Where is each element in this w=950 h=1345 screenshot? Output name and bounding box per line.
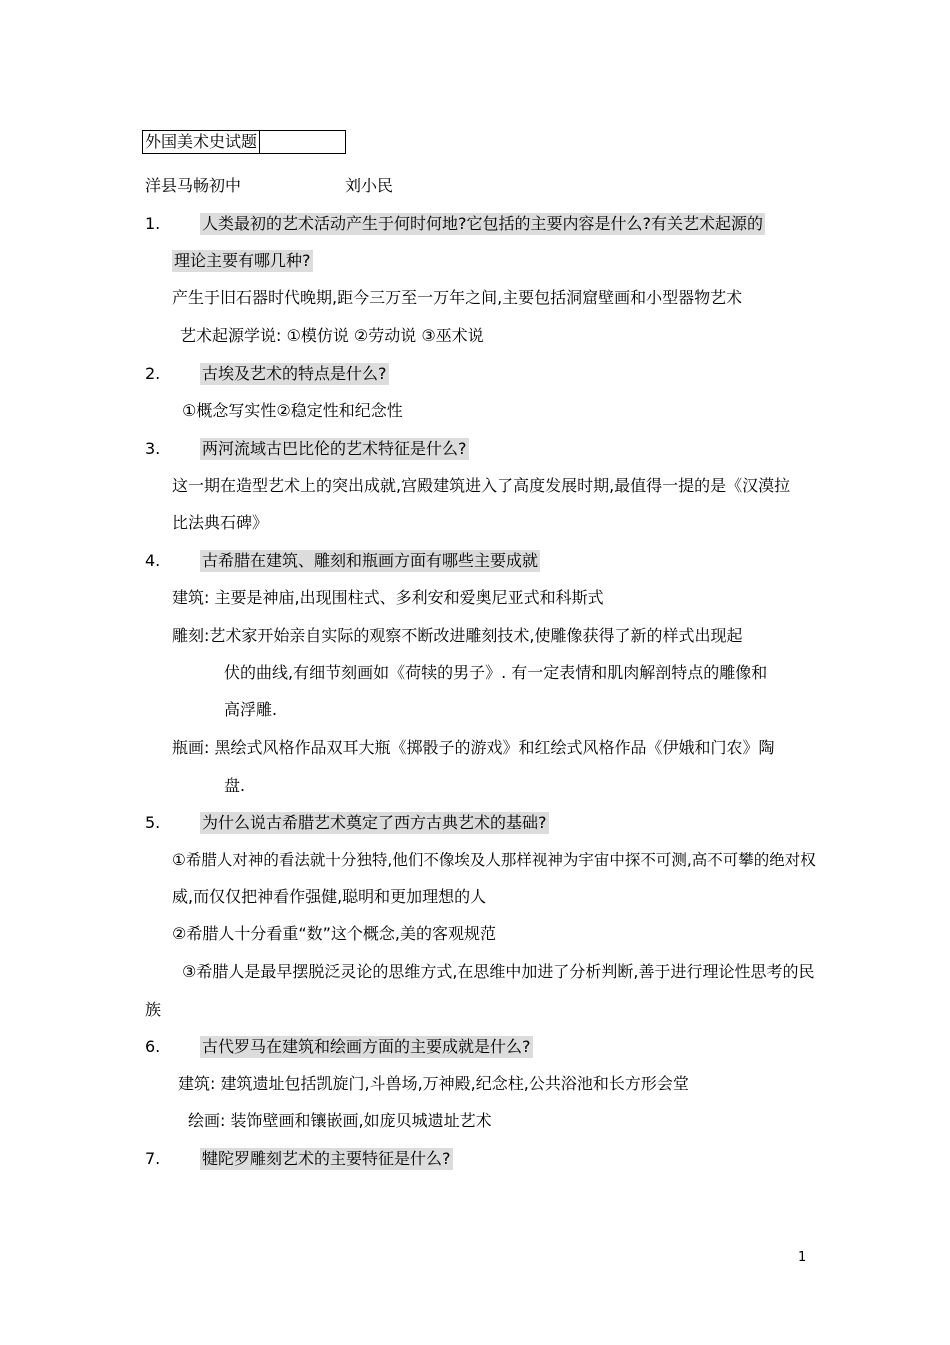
question-text: 理论主要有哪几种? bbox=[174, 251, 311, 270]
answer-text: 艺术起源学说: ①模仿说 ②劳动说 ③巫术说 bbox=[180, 326, 484, 345]
answer-text: 盘. bbox=[224, 776, 246, 795]
question-text: 古代罗马在建筑和绘画方面的主要成就是什么? bbox=[202, 1037, 531, 1056]
document-title: 外国美术史试题 bbox=[145, 132, 258, 151]
question-number: 7. bbox=[145, 1149, 161, 1168]
answer-text: 雕刻:艺术家开始亲自实际的观察不断改进雕刻技术,使雕像获得了新的样式出现起 bbox=[172, 626, 743, 645]
question-text: 犍陀罗雕刻艺术的主要特征是什么? bbox=[202, 1149, 451, 1168]
question-text: 古希腊在建筑、雕刻和瓶画方面有哪些主要成就 bbox=[202, 551, 539, 570]
question-number: 1. bbox=[145, 214, 161, 233]
question-number: 2. bbox=[145, 364, 161, 383]
page-number: 1 bbox=[798, 1250, 807, 1265]
question-number: 3. bbox=[145, 439, 161, 458]
answer-text: 绘画: 装饰壁画和镶嵌画,如庞贝城遗址艺术 bbox=[188, 1111, 492, 1130]
answer-text: 建筑: 主要是神庙,出现围柱式、多利安和爱奥尼亚式和科斯式 bbox=[172, 588, 604, 607]
answer-text: ①希腊人对神的看法就十分独特,他们不像埃及人那样视神为宇宙中探不可测,高不可攀的绝对权 bbox=[172, 851, 816, 869]
question-number: 6. bbox=[145, 1037, 161, 1056]
answer-text: 建筑: 建筑遗址包括凯旋门,斗兽场,万神殿,纪念柱,公共浴池和长方形会堂 bbox=[178, 1074, 689, 1093]
answer-text: 伏的曲线,有细节刻画如《荷犊的男子》. 有一定表情和肌肉解剖特点的雕像和 bbox=[224, 663, 768, 682]
answer-text: 高浮雕. bbox=[224, 700, 278, 719]
question-text: 人类最初的艺术活动产生于何时何地?它包括的主要内容是什么?有关艺术起源的 bbox=[202, 214, 763, 233]
answer-text: ①概念写实性②稳定性和纪念性 bbox=[182, 401, 403, 420]
answer-text: 这一期在造型艺术上的突出成就,宫殿建筑进入了高度发展时期,最值得一提的是《汉漠拉 bbox=[172, 476, 791, 495]
school-name: 洋县马畅初中 bbox=[145, 176, 242, 195]
answer-text: ③希腊人是最早摆脱泛灵论的思维方式,在思维中加进了分析判断,善于进行理论性思考的民 bbox=[182, 962, 815, 981]
answer-text: 产生于旧石器时代晚期,距今三万至一万年之间,主要包括洞窟壁画和小型器物艺术 bbox=[172, 288, 743, 307]
answer-text: 威,而仅仅把神看作强健,聪明和更加理想的人 bbox=[172, 887, 487, 906]
title-box-divider bbox=[259, 130, 260, 154]
question-number: 4. bbox=[145, 551, 161, 570]
answer-text: 瓶画: 黑绘式风格作品双耳大瓶《掷骰子的游戏》和红绘式风格作品《伊娥和门农》陶 bbox=[172, 738, 775, 757]
answer-text: 族 bbox=[145, 1000, 162, 1019]
question-text: 两河流域古巴比伦的艺术特征是什么? bbox=[202, 439, 467, 458]
author-name: 刘小民 bbox=[345, 176, 394, 195]
question-number: 5. bbox=[145, 813, 161, 832]
question-text: 古埃及艺术的特点是什么? bbox=[202, 364, 387, 383]
question-text: 为什么说古希腊艺术奠定了西方古典艺术的基础? bbox=[202, 813, 547, 832]
answer-text: 比法典石碑》 bbox=[172, 513, 269, 532]
answer-text: ②希腊人十分看重“数”这个概念,美的客观规范 bbox=[172, 924, 497, 943]
